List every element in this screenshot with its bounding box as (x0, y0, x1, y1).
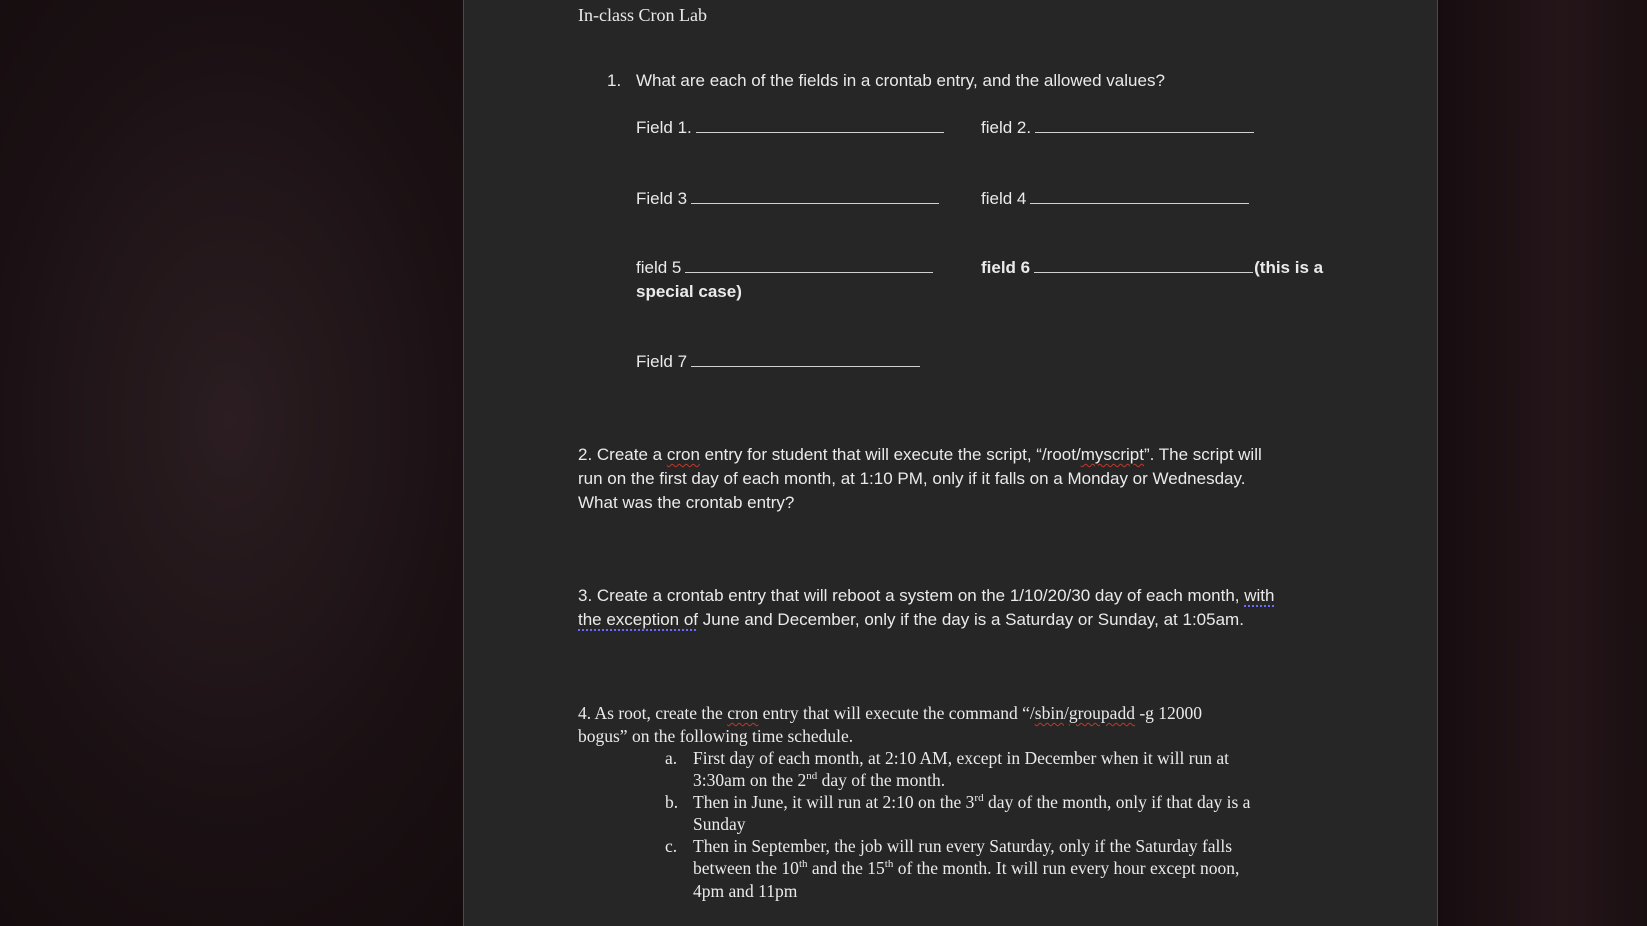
q2-text-a: 2. Create a (578, 445, 667, 464)
q4-item-c-line2 (693, 856, 1239, 880)
q4-line1 (578, 701, 1202, 725)
q3-text-a: 3. Create a crontab entry that will reboot a system on the 1/10/20/30 day of each month, (578, 586, 1245, 605)
field6-row (981, 256, 1323, 280)
q2-text-e: ”. The script will (1143, 445, 1262, 464)
field6-label: field 6 (981, 258, 1031, 277)
field5-blank[interactable] (685, 256, 933, 273)
q4-item-c-label: c. (665, 836, 678, 856)
q2-line1 (578, 443, 1262, 467)
field7-label: Field 7 (636, 352, 688, 371)
q4-item-b-line1 (693, 790, 1250, 814)
q3-line1 (578, 584, 1274, 608)
q4-item-c-text-a: between the 10 (693, 858, 799, 878)
document-title: In-class Cron Lab (578, 5, 707, 25)
q4-item-a-label: a. (665, 748, 678, 768)
field3-row (636, 187, 939, 211)
q2-line3: What was the crontab entry? (578, 493, 795, 512)
document-page[interactable] (463, 0, 1438, 926)
field6-note: (this is a (1254, 258, 1324, 277)
q1-number: 1. (607, 71, 622, 90)
q4-item-b-sup: rd (974, 792, 984, 805)
q3-line2 (578, 608, 1244, 632)
q4-item-c-text-b: and the 15 (807, 858, 885, 878)
q4-item-a-text-b: day of the month. (817, 770, 946, 790)
field1-row (636, 116, 944, 140)
q2-text-c: entry for student that will execute the script, “/root/ (699, 445, 1081, 464)
field1-label: Field 1. (636, 118, 692, 137)
field2-label: field 2. (981, 118, 1032, 137)
q3-text-with: with (1244, 586, 1275, 605)
q4-item-c-sup1: th (798, 858, 808, 871)
field7-row (636, 350, 920, 374)
field2-row (981, 116, 1254, 140)
q4-item-b-text-b: day of the month, only if that day is a (983, 792, 1251, 812)
field6-note-cont: special case) (636, 282, 742, 301)
q4-text-a: 4. As root, create the (578, 703, 728, 723)
q4-line2: bogus” on the following time schedule. (578, 726, 854, 746)
q4-text-groupadd: groupadd (1068, 703, 1135, 723)
q4-text-g: -g 12000 (1134, 703, 1203, 723)
field5-row (636, 256, 933, 280)
q4-text-cron: cron (727, 703, 759, 723)
field2-blank[interactable] (1035, 116, 1254, 133)
field5-label: field 5 (636, 258, 682, 277)
q2-text-myscript: myscript (1080, 445, 1144, 464)
field7-blank[interactable] (691, 350, 920, 367)
q1-question: What are each of the fields in a crontab entry, and the allowed values? (636, 71, 1165, 90)
q4-item-b-text: Then in June, it will run at 2:10 on the 3 (693, 792, 975, 812)
field6-blank[interactable] (1034, 256, 1253, 273)
q4-text-sbin: sbin (1034, 703, 1064, 723)
background-right (1440, 0, 1647, 926)
q4-item-c-sup2: th (884, 858, 894, 871)
field4-blank[interactable] (1030, 187, 1249, 204)
q4-item-a-line2 (693, 768, 945, 792)
q4-text-slash: / (1063, 703, 1069, 723)
q4-item-a-sup: nd (806, 770, 818, 783)
field3-blank[interactable] (691, 187, 939, 204)
q4-item-c-line3: 4pm and 11pm (693, 881, 798, 901)
q2-text-cron: cron (666, 445, 700, 464)
q4-item-c-line1: Then in September, the job will run every Saturday, only if the Saturday falls (693, 836, 1233, 856)
q4-item-c-text-c: of the month. It will run every hour except noon, (893, 858, 1240, 878)
field3-label: Field 3 (636, 189, 688, 208)
q4-item-b-label: b. (665, 792, 679, 812)
q4-text-c: entry that will execute the command “/ (758, 703, 1035, 723)
field1-blank[interactable] (696, 116, 944, 133)
field4-label: field 4 (981, 189, 1027, 208)
field4-row (981, 187, 1249, 211)
q4-item-b-line2: Sunday (693, 814, 746, 834)
q3-text-b: June and December, only if the day is a Saturday or Sunday, at 1:05am. (698, 610, 1244, 629)
q3-text-exception: the exception of (578, 610, 699, 629)
q4-item-a-line1: First day of each month, at 2:10 AM, except in December when it will run at (693, 748, 1230, 768)
q2-line2: run on the first day of each month, at 1:10 PM, only if it falls on a Monday or Wednesday. (578, 469, 1246, 488)
q4-item-a-text: 3:30am on the 2 (693, 770, 807, 790)
